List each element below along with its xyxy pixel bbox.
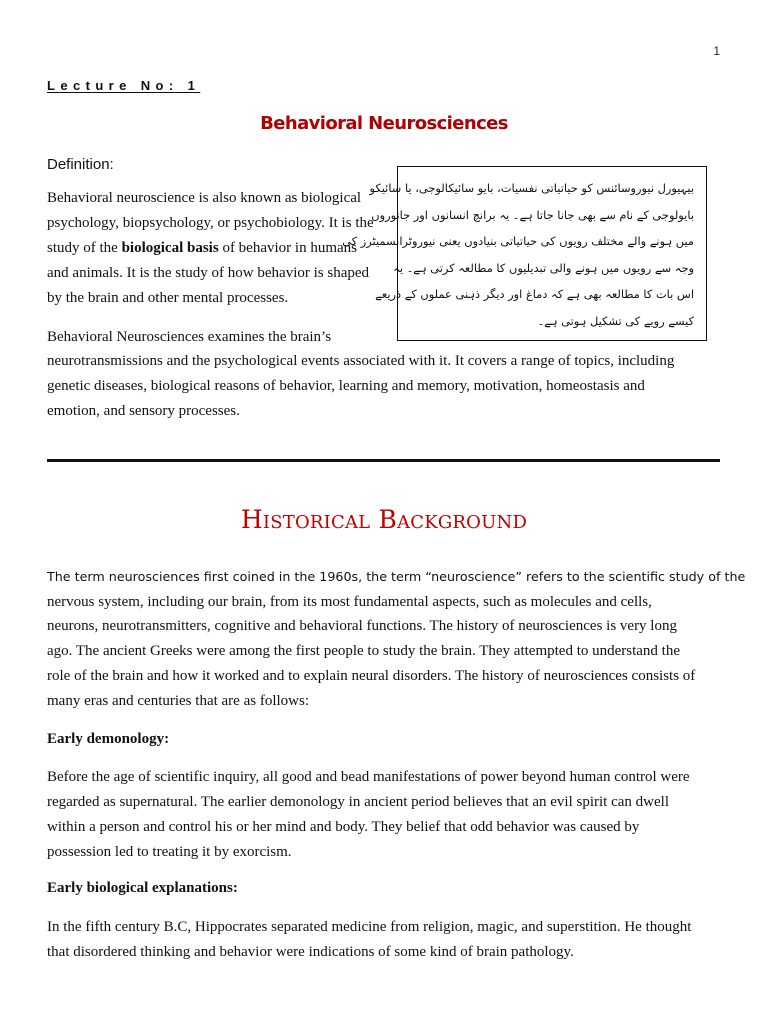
definition-line [47, 236, 392, 261]
page-number: 1 [713, 44, 720, 58]
historical-line: many eras and centuries that are as follows: [47, 692, 309, 709]
urdu-line: کیسے رویے کی تشکیل ہوتی ہے۔ [537, 313, 694, 328]
biological-line: that disordered thinking and behavior were indications of some kind of brain pathology. [47, 944, 574, 960]
biological-basis-term: biological basis [121, 240, 219, 256]
demonology-line: regarded as supernatural. The earlier demonology in ancient period believes that an evil spirit can dwell [47, 794, 669, 810]
biological-line: In the fifth century B.C, Hippocrates separated medicine from religion, magic, and superstition. He thought [47, 919, 692, 935]
urdu-line: بیہیورل نیوروسائنس کو حیاتیاتی نفسیات، بایو سائیکالوجی، یا سائیکو [369, 181, 694, 195]
urdu-translation-box [342, 166, 707, 341]
definition-line: Behavioral neuroscience is also known as biological [47, 190, 362, 206]
urdu-line: اس بات کا مطالعہ بھی ہے کہ دماغ اور دیگر ذہنی عملوں کے ذریعے [375, 287, 694, 301]
definition-text: of behavior in humans [218, 240, 357, 256]
demonology-line: Before the age of scientific inquiry, all good and bead manifestations of power beyond human control were [47, 769, 690, 785]
definition-line: and animals. It is the study of how behavior is shaped [47, 265, 370, 281]
paragraph2-line: emotion, and sensory processes. [47, 403, 240, 419]
urdu-line: میں ہونے والے مختلف رویوں کی حیاتیاتی بنیادوں یعنی نیوروٹرانسمیٹرز کی [342, 234, 694, 248]
early-demonology-heading: Early demonology: [47, 731, 170, 747]
definition-line: by the brain and other mental processes. [47, 290, 289, 306]
early-biological-paragraph [47, 915, 727, 965]
definition-label: Definition: [47, 156, 114, 173]
early-biological-heading: Early biological explanations: [47, 880, 238, 896]
section-divider [47, 459, 720, 462]
historical-line: The term neurosciences first coined in the 1960s, the term “neuroscience” refers to the scientific study of the [47, 569, 746, 584]
paragraph2-first-line: Behavioral Neurosciences examines the brain’s [47, 329, 332, 345]
definition-line: psychology, biopsychology, or psychobiology. It is the [47, 215, 374, 231]
historical-line: role of the brain and how it worked and to explain neural disorders. The history of neurosciences consists of [47, 667, 696, 684]
lecture-heading: Lecture No: 1 [47, 78, 201, 93]
historical-line: ago. The ancient Greeks were among the first people to study the brain. They attempted to understand the [47, 643, 681, 660]
historical-line: neurons, neurotransmitters, cognitive and behavioral functions. The history of neurosciences is very long [47, 618, 677, 635]
early-demonology-paragraph [47, 765, 727, 865]
paragraph2-line: neurotransmissions and the psychological events associated with it. It covers a range of topics, including [47, 353, 675, 369]
historical-paragraph [47, 565, 746, 713]
demonology-line: within a person and control his or her mind and body. They belief that odd behavior was caused by [47, 819, 640, 835]
historical-line: nervous system, including our brain, from its most fundamental aspects, such as molecules and cells, [47, 593, 652, 610]
urdu-line: وجہ سے رویوں میں ہونے والی تبدیلیوں کا مطالعہ کرتی ہے۔ یہ [393, 260, 694, 275]
urdu-line: بایولوجی کے نام سے بھی جانا جاتا ہے۔ یہ برانچ انسانوں اور جانوروں [371, 207, 694, 222]
paragraph2-line: genetic diseases, biological reasons of behavior, learning and memory, motivation, homeostasis and [47, 378, 645, 394]
demonology-line: possession led to treating it by exorcism. [47, 844, 292, 860]
definition-paragraph [47, 186, 392, 311]
definition-text: study of the [47, 240, 122, 256]
main-title: Behavioral Neurosciences [260, 113, 508, 134]
historical-background-title: Historical Background [240, 505, 528, 534]
paragraph2 [47, 349, 727, 424]
